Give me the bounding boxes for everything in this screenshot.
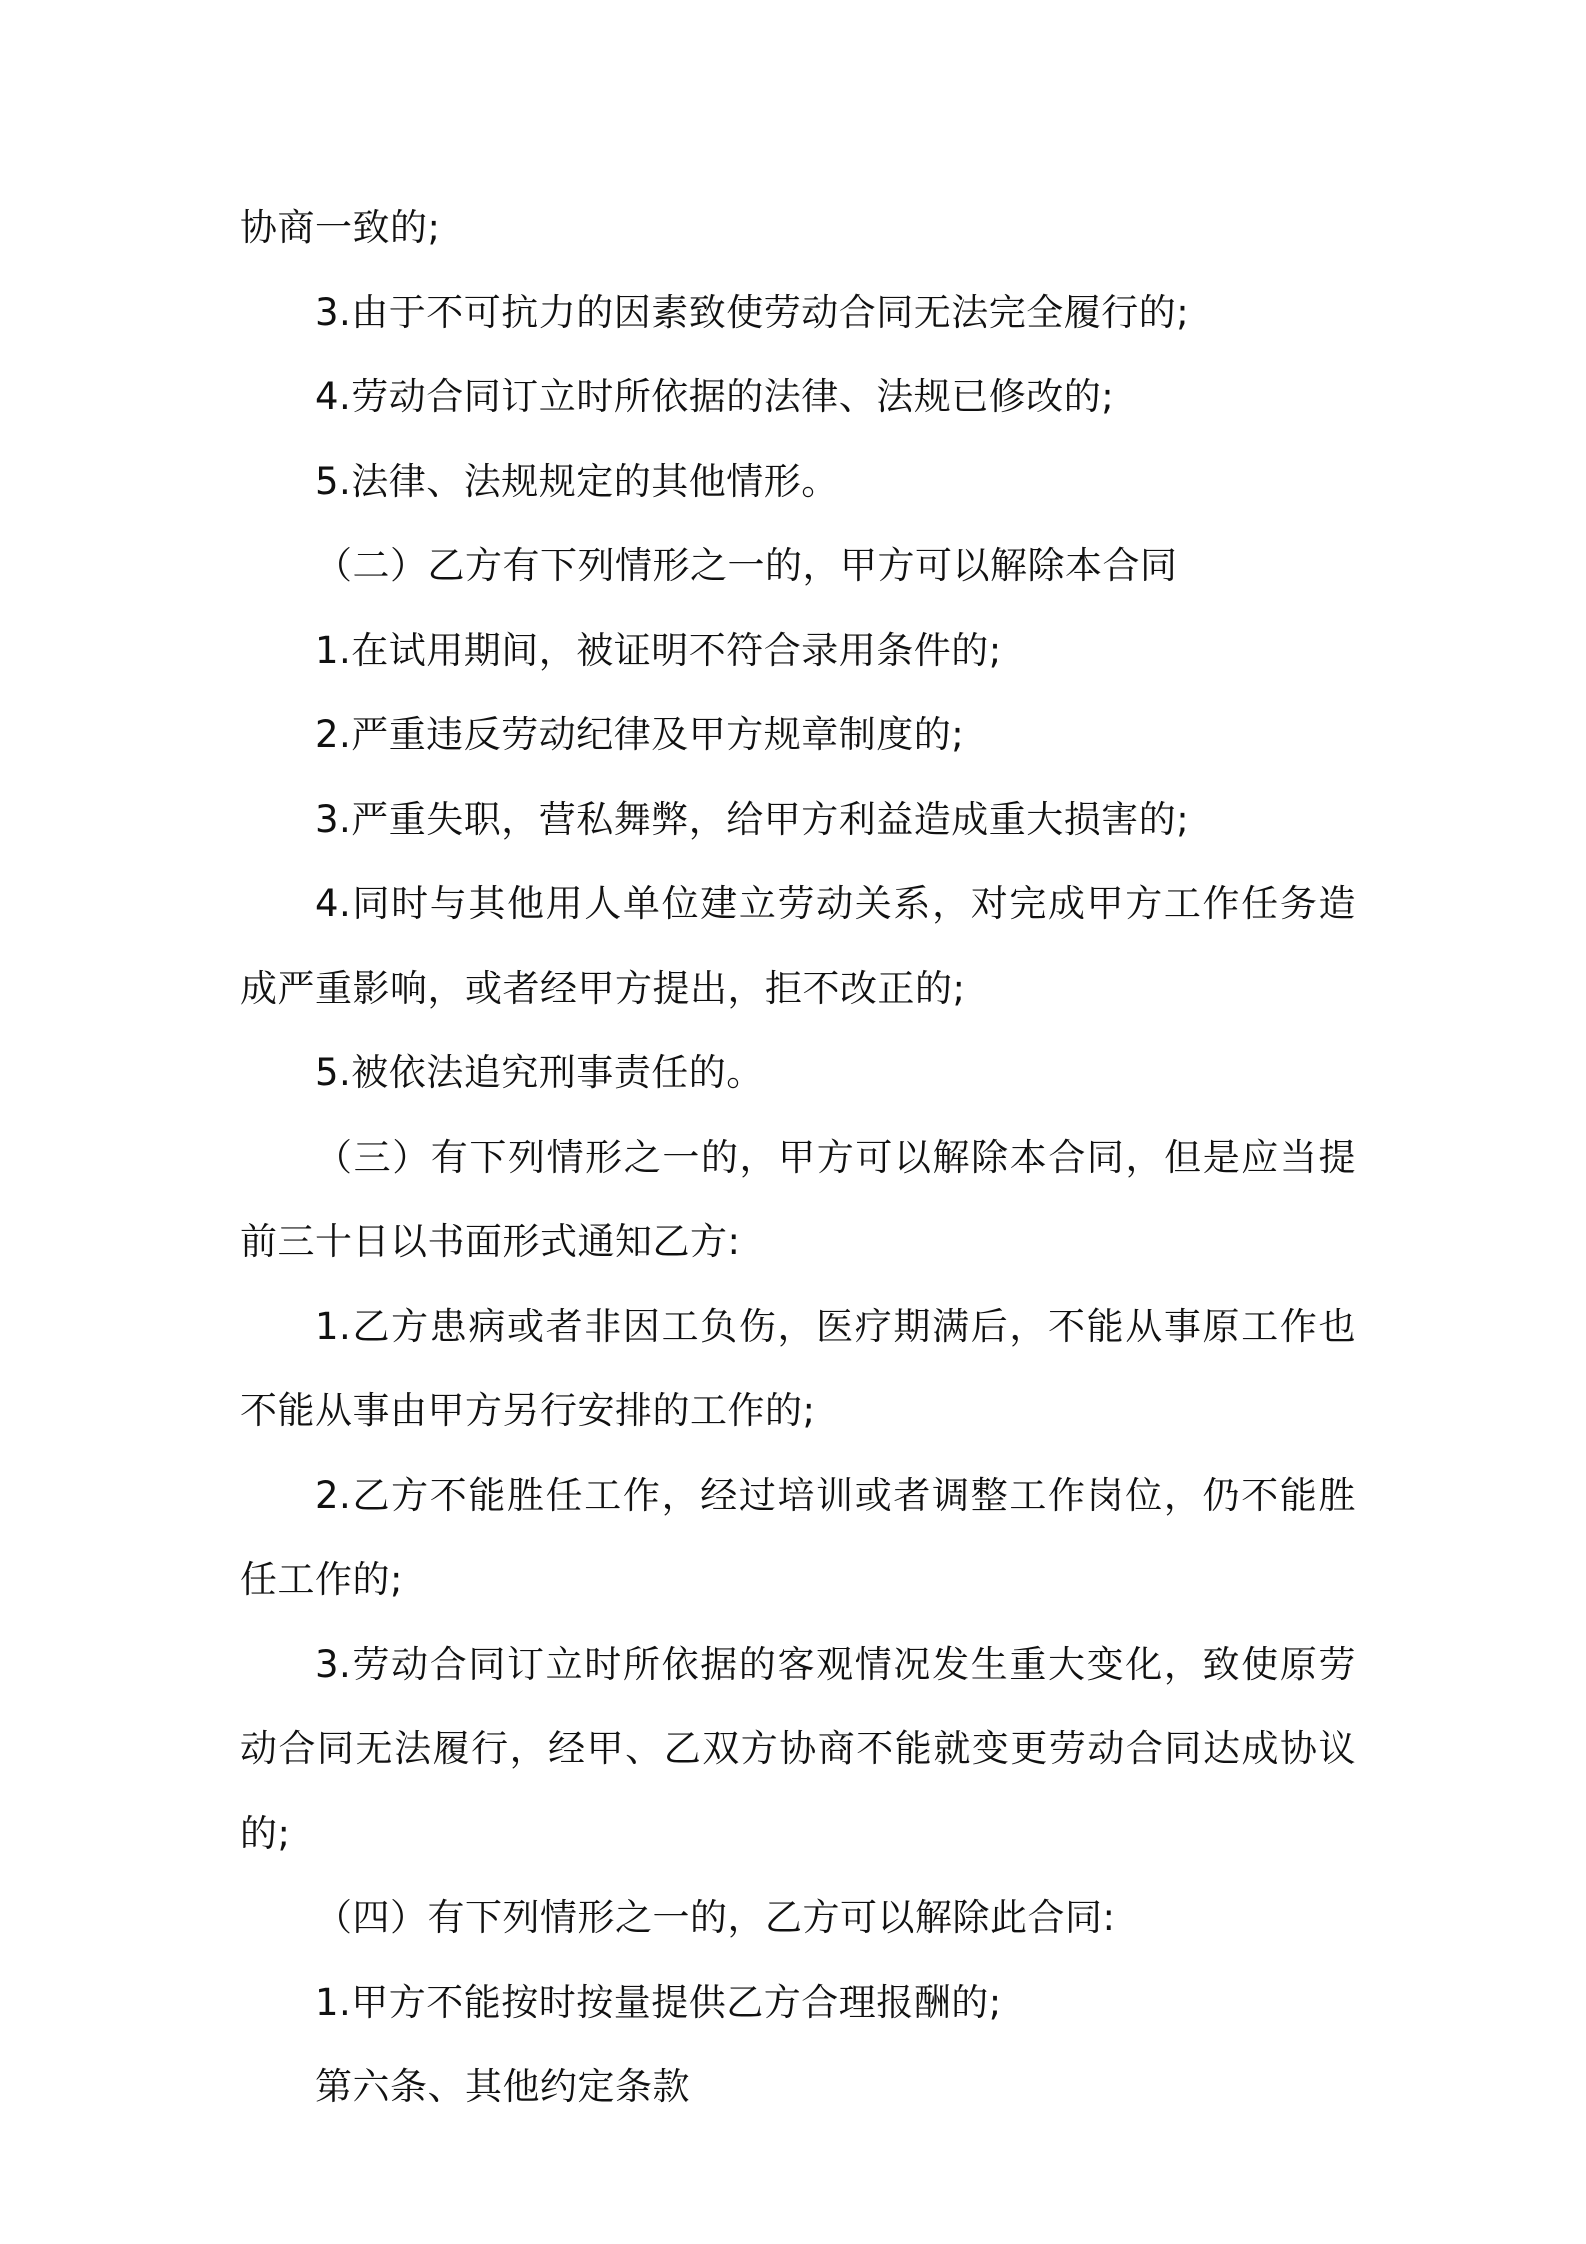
paragraph-3: 4.劳动合同订立时所依据的法律、法规已修改的; <box>315 375 1115 418</box>
paragraph-7: 2.严重违反劳动纪律及甲方规章制度的; <box>315 713 965 756</box>
paragraph-2: 3.由于不可抗力的因素致使劳动合同无法完全履行的; <box>315 290 1190 334</box>
paragraph-10: 5.被依法追究刑事责任的。 <box>315 1051 764 1094</box>
paragraph-1: 协商一致的; <box>240 206 441 249</box>
section-heading-3: （三）有下列情形之一的，甲方可以解除本合同，但是应当提前三十日以书面形式通知乙方: <box>240 1135 1356 1263</box>
paragraph-13: 2.乙方不能胜任工作，经过培训或者调整工作岗位，仍不能胜任工作的; <box>240 1473 1356 1601</box>
paragraph-12: 1.乙方患病或者非因工负伤，医疗期满后，不能从事原工作也不能从事由甲方另行安排的工作的; <box>240 1304 1356 1432</box>
section-heading-2: （二）乙方有下列情形之一的，甲方可以解除本合同 <box>315 544 1178 587</box>
paragraph-14: 3.劳动合同订立时所依据的客观情况发生重大变化，致使原劳动合同无法履行，经甲、乙双方协商不能就变更劳动合同达成协议的; <box>240 1642 1356 1855</box>
section-heading-4: （四）有下列情形之一的，乙方可以解除此合同: <box>315 1896 1116 1939</box>
document-body <box>240 186 1356 2130</box>
paragraph-6: 1.在试用期间，被证明不符合录用条件的; <box>315 628 1002 672</box>
paragraph-9: 4.同时与其他用人单位建立劳动关系，对完成甲方工作任务造成严重影响，或者经甲方提出，拒不改正的; <box>240 882 1356 1010</box>
paragraph-8: 3.严重失职，营私舞弊，给甲方利益造成重大损害的; <box>315 797 1190 841</box>
paragraph-16: 1.甲方不能按时按量提供乙方合理报酬的; <box>315 1980 1002 2024</box>
article-heading: 第六条、其他约定条款 <box>315 2065 690 2108</box>
paragraph-4: 5.法律、法规规定的其他情形。 <box>315 459 839 503</box>
